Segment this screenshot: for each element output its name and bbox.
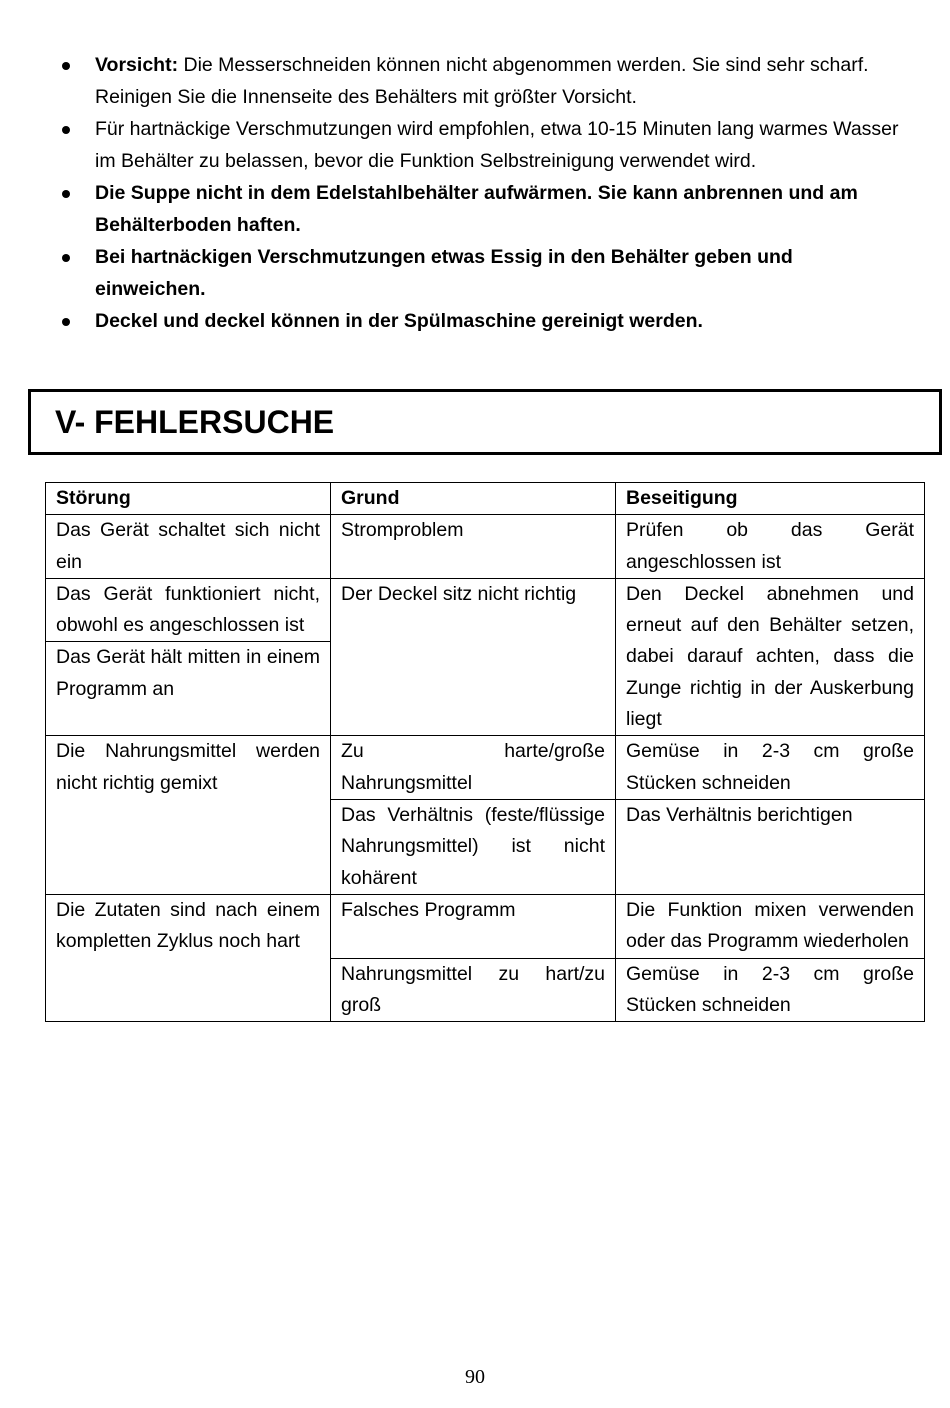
bullet-icon [62,190,70,198]
bullet-icon [62,318,70,326]
table-cell: Das Gerät hält mitten in einem Programm an [46,642,331,736]
list-item [56,114,906,177]
section-title: V- FEHLERSUCHE [55,404,335,440]
table-row [46,515,925,579]
bullet-icon [62,254,70,262]
column-header-stoerung: Störung [46,483,331,515]
bullet-label: Bei hartnäckigen Verschmutzungen etwas Essig in den Behälter geben und einweichen. [95,246,793,300]
table-cell: Die Nahrungsmittel werden nicht richtig gemixt [46,736,331,894]
table-cell: Falsches Programm [331,894,616,958]
table-cell: Stromproblem [331,515,616,579]
bullet-label: Vorsicht: [95,54,179,76]
bullet-icon [62,62,70,70]
table-cell: Das Verhältnis berichtigen [616,800,925,895]
table-cell: Den Deckel abnehmen und erneut auf den Behälter setzen, dabei darauf achten, dass die Zunge richtig in der Auskerbung liegt [616,578,925,736]
column-header-beseitigung: Beseitigung [616,483,925,515]
table-row [46,578,925,642]
bullet-icon [62,126,70,134]
bullet-label: Deckel und deckel können in der Spülmaschine gereinigt werden. [95,310,703,332]
table-cell: Gemüse in 2-3 cm große Stücken schneiden [616,736,925,800]
table-cell: Nahrungsmittel zu hart/zu groß [331,958,616,1022]
table-cell: Das Gerät funktioniert nicht, obwohl es angeschlossen ist [46,578,331,642]
list-item [56,306,906,338]
bullet-text: Die Messerschneiden können nicht abgenommen werden. Sie sind sehr scharf. Reinigen Sie die Innenseite des Behälters mit größter Vorsicht. [95,54,869,108]
list-item [56,178,906,241]
bullet-text: Für hartnäckige Verschmutzungen wird empfohlen, etwa 10-15 Minuten lang warmes Wasser im Behälter zu belassen, bevor die Funktion Selbstreinigung verwendet wird. [95,118,899,172]
bullet-label: Die Suppe nicht in dem Edelstahlbehälter aufwärmen. Sie kann anbrennen und am Behälterboden haften. [95,182,858,236]
page-number: 90 [465,1366,485,1388]
column-header-grund: Grund [331,483,616,515]
troubleshooting-table [45,482,925,1022]
table-cell: Zu harte/große Nahrungsmittel [331,736,616,800]
table-cell: Der Deckel sitz nicht richtig [331,578,616,736]
table-cell: Das Verhältnis (feste/flüssige Nahrungsmittel) ist nicht kohärent [331,800,616,895]
table-cell: Prüfen ob das Gerät angeschlossen ist [616,515,925,579]
table-cell: Die Funktion mixen verwenden oder das Programm wiederholen [616,894,925,958]
list-item [56,50,906,113]
table-row [46,736,925,800]
table-cell: Gemüse in 2-3 cm große Stücken schneiden [616,958,925,1022]
table-cell: Die Zutaten sind nach einem kompletten Zyklus noch hart [46,894,331,1021]
list-item [56,242,906,305]
section-heading-box [28,389,942,455]
table-header-row [46,483,925,515]
table-row [46,894,925,958]
table-cell: Das Gerät schaltet sich nicht ein [46,515,331,579]
bullet-list [56,50,906,339]
